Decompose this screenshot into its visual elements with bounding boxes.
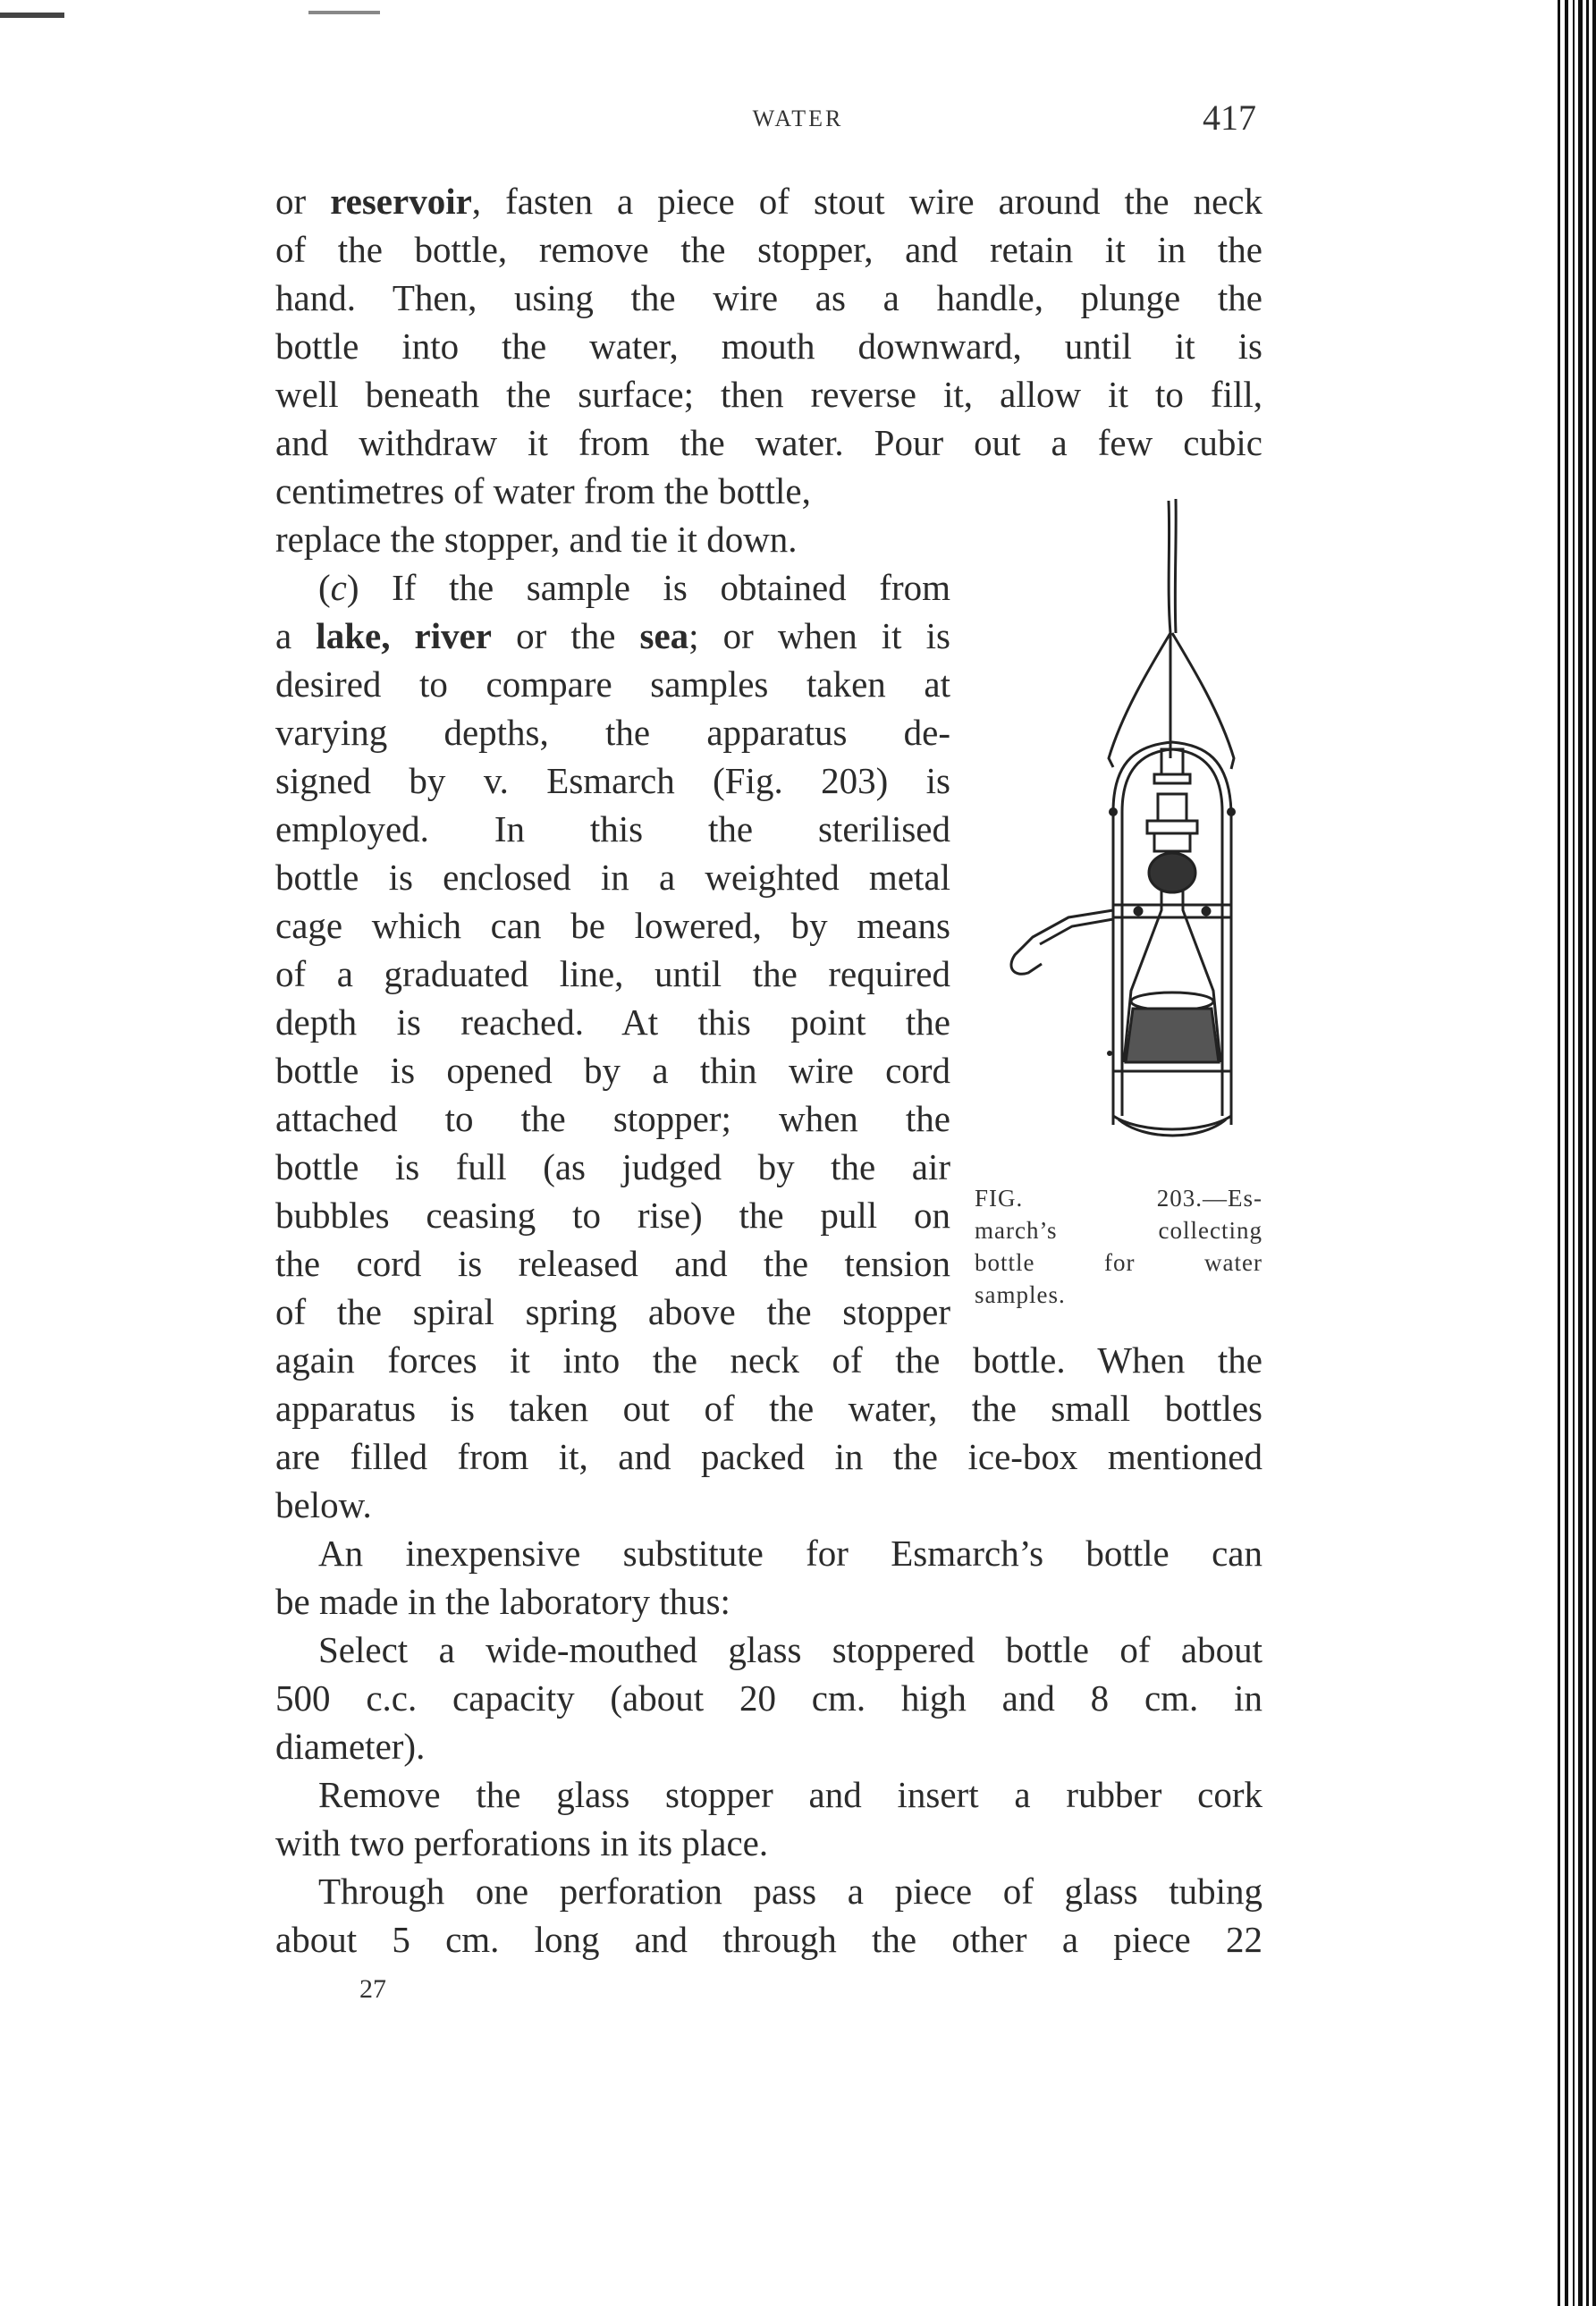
text-line: bottle is full (as judged by the air (275, 1146, 950, 1187)
scan-edge-rule (1592, 0, 1596, 2306)
text-line: desired to compare samples taken at (275, 663, 950, 705)
text-line: Through one perforation pass a piece of glass tubing (318, 1871, 1262, 1912)
text-line: cage which can be lowered, by means (275, 905, 950, 946)
text-line: about 5 cm. long and through the other a piece 22 (275, 1919, 1262, 1960)
text-line: of the spiral spring above the stopper (275, 1291, 950, 1332)
text-line: hand. Then, using the wire as a handle, plunge the (275, 277, 1262, 318)
scan-edge-rule (1573, 0, 1575, 2306)
text-line: Select a wide-mouthed glass stoppered bottle of about (318, 1629, 1262, 1670)
scan-mark (0, 13, 64, 18)
text-line: varying depths, the apparatus de- (275, 712, 950, 753)
text-line: a lake, river or the sea; or when it is (275, 615, 950, 656)
text-line: well beneath the surface; then reverse it, allow it to fill, (275, 374, 1262, 415)
text-line: of the bottle, remove the stopper, and retain it in the (275, 229, 1262, 270)
text-line: apparatus is taken out of the water, the small bottles (275, 1388, 1262, 1429)
scan-edge-rule (1578, 0, 1583, 2306)
text-line: (c) If the sample is obtained from (318, 567, 950, 608)
text-line: An inexpensive substitute for Esmarch’s bottle can (318, 1533, 1262, 1574)
text-line: diameter). (275, 1726, 426, 1767)
bold-term-reservoir: reservoir (330, 181, 472, 222)
text-line: and withdraw it from the water. Pour out a few cubic (275, 422, 1262, 463)
text-line: bottle into the water, mouth downward, until it is (275, 325, 1262, 367)
page-number: 417 (1203, 97, 1256, 138)
text-line: or reservoir, fasten a piece of stout wire around the neck (275, 181, 1262, 222)
text-line: Remove the glass stopper and insert a rubber cork (318, 1774, 1262, 1815)
text-line: below. (275, 1484, 372, 1525)
text-line: again forces it into the neck of the bottle. When the (275, 1339, 1262, 1381)
text-line: replace the stopper, and tie it down. (275, 519, 798, 560)
text-line: the cord is released and the tension (275, 1243, 950, 1284)
text-line: are filled from it, and packed in the ice-box mentioned (275, 1436, 1262, 1477)
text-line: employed. In this the sterilised (275, 808, 950, 849)
text-line: bottle is enclosed in a weighted metal (275, 857, 950, 898)
scan-edge-rule (1586, 0, 1589, 2306)
text-line: be made in the laboratory thus: (275, 1581, 730, 1622)
scan-mark (308, 11, 380, 14)
figure-caption: FIG. 203.—Es- march’s collecting bottle for water samples. (975, 1185, 1262, 1308)
scan-edge-rule (1565, 0, 1568, 2306)
text-line: of a graduated line, until the required (275, 953, 950, 994)
text-line: with two perforations in its place. (275, 1822, 769, 1863)
text-line: bubbles ceasing to rise) the pull on (275, 1195, 950, 1236)
running-title: WATER (752, 106, 844, 131)
text-line: depth is reached. At this point the (275, 1001, 950, 1043)
scan-edge-rule (1558, 0, 1560, 2306)
bold-term-lake-river: lake, river (316, 615, 493, 656)
text-line: bottle is opened by a thin wire cord (275, 1050, 950, 1091)
text-line: centimetres of water from the bottle, (275, 470, 811, 511)
text-line: signed by v. Esmarch (Fig. 203) is (275, 760, 950, 801)
signature-mark: 27 (359, 1974, 386, 2004)
esmarch-bottle-illustration (979, 490, 1283, 1178)
bold-term-sea: sea (639, 615, 689, 656)
text-line: attached to the stopper; when the (275, 1098, 950, 1139)
text-line: 500 c.c. capacity (about 20 cm. high and 8 cm. in (275, 1677, 1262, 1719)
